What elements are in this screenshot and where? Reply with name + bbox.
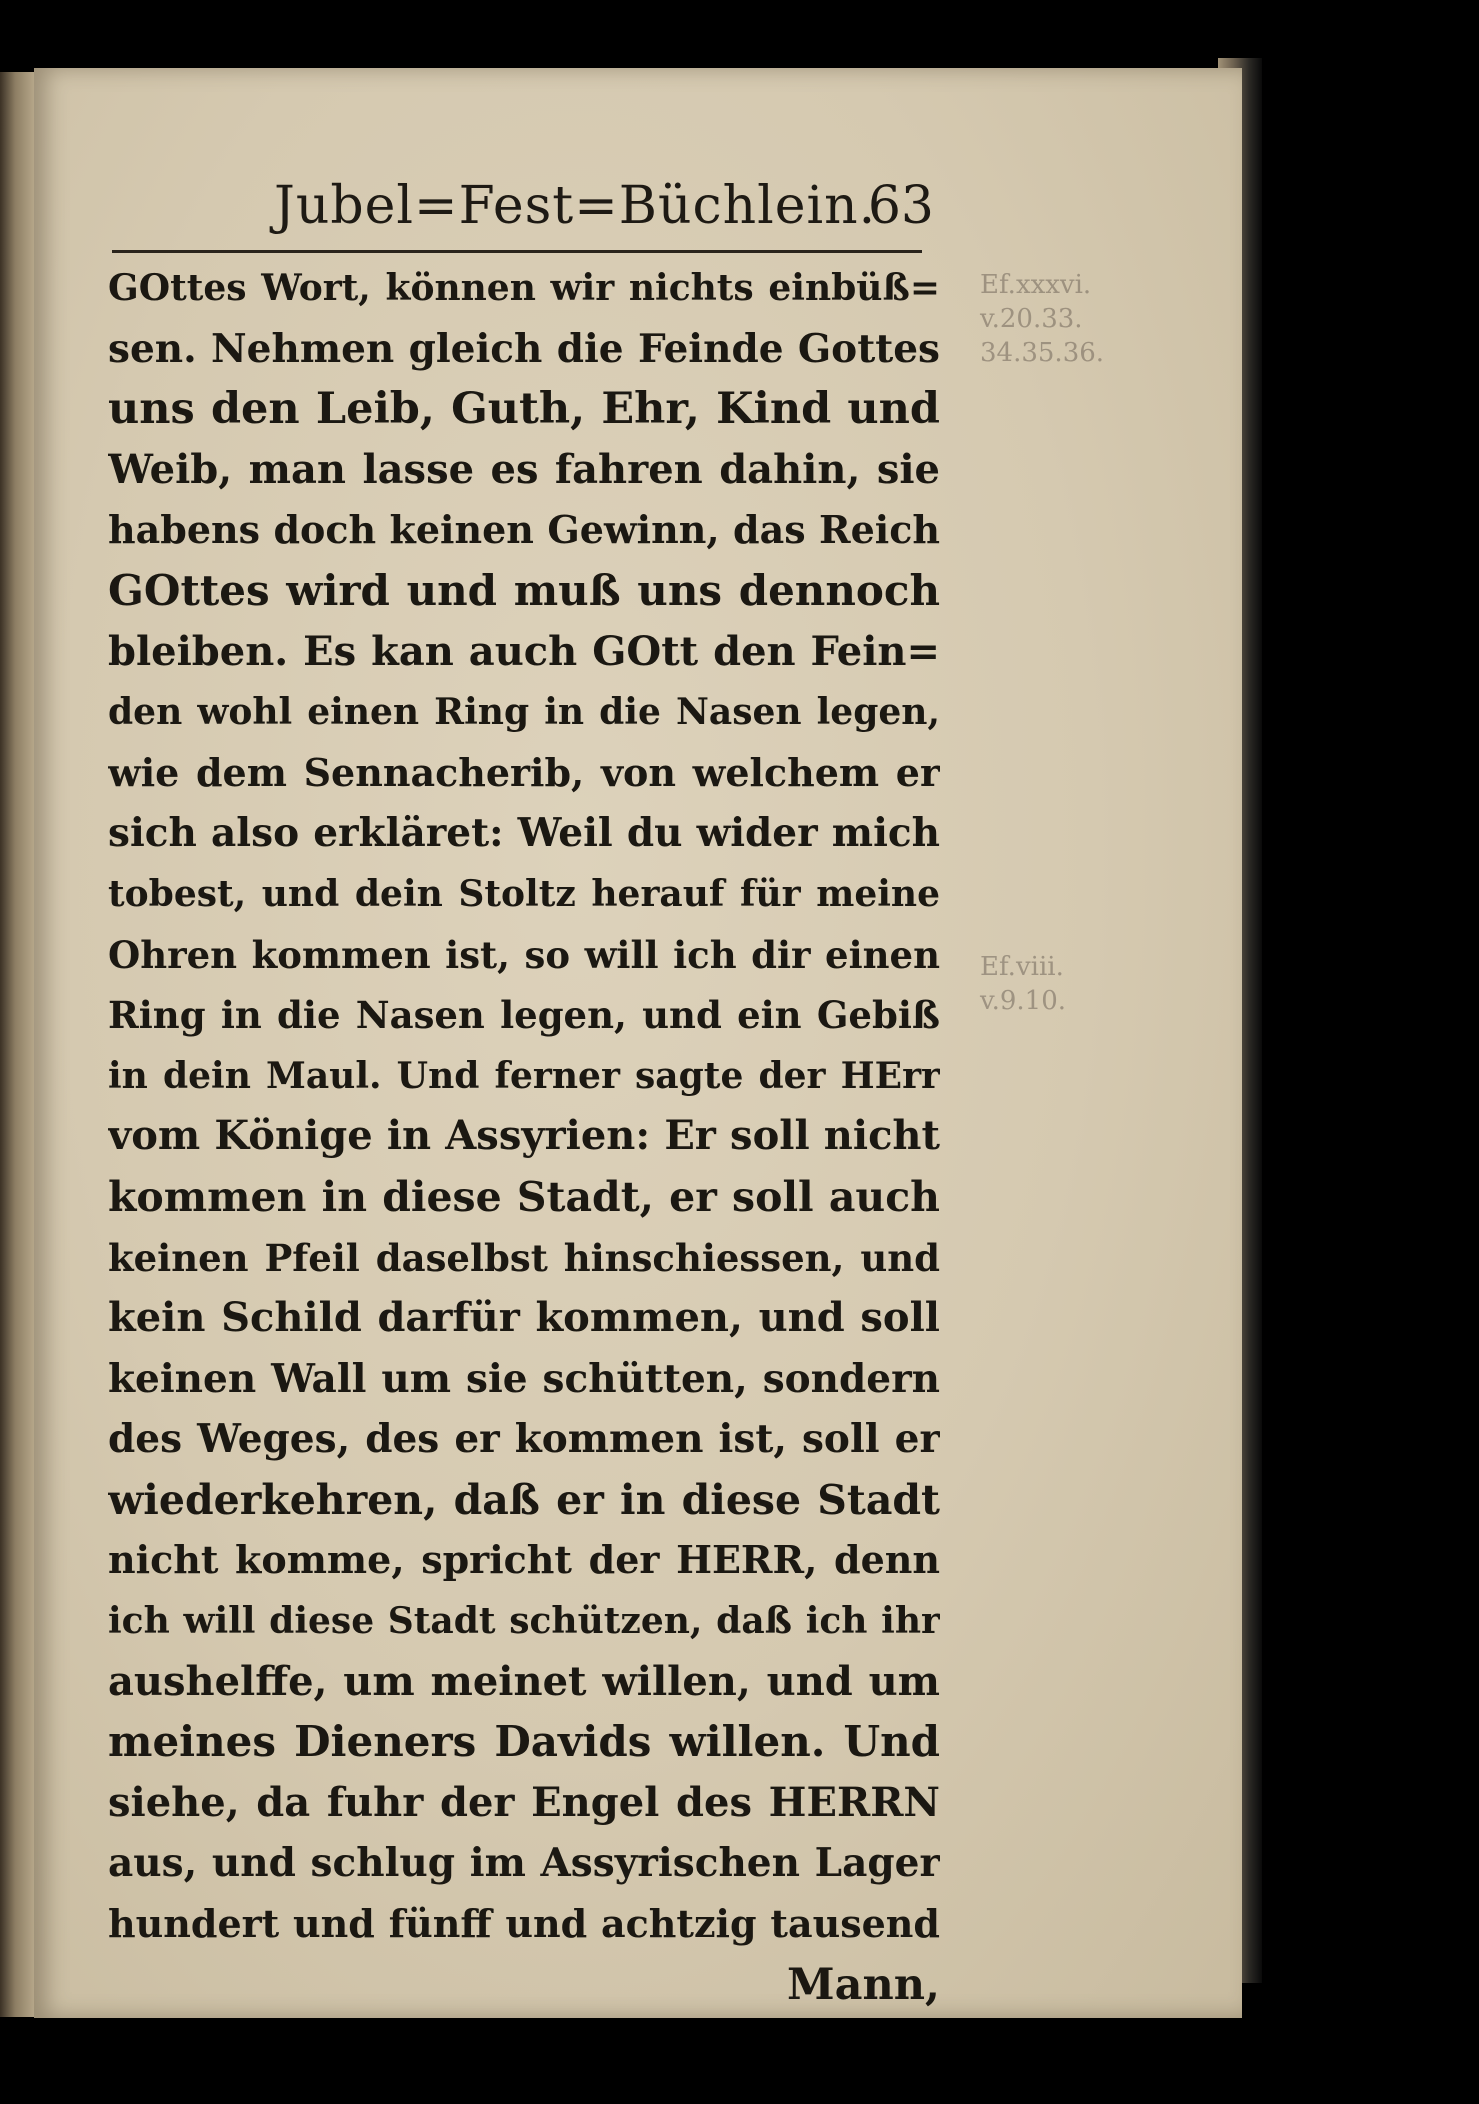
text-line: in dein Maul. Und ferner sagte der HErr — [108, 1054, 940, 1097]
text-line: ich will diese Stadt schützen, daß ich ihr — [108, 1600, 940, 1643]
body-text — [108, 258, 940, 2015]
text-line: wiederkehren, daß er in diese Stadt — [108, 1475, 940, 1524]
text-line: vom Könige in Assyrien: Er soll nicht — [108, 1112, 940, 1160]
text-line: aus, und schlug im Assyrischen Lager — [108, 1840, 940, 1887]
text-line: sen. Nehmen gleich die Feinde Gottes — [108, 325, 940, 372]
show-through-marginal-note: Ef.viii. v.9.10. — [980, 952, 1067, 1016]
page-number: 63 — [867, 176, 934, 236]
text-line: GOttes wird und muß uns dennoch — [108, 565, 940, 615]
text-line: keinen Wall um sie schütten, sondern — [108, 1355, 940, 1402]
header-rule — [112, 250, 922, 253]
text-line: sich also erkläret: Weil du wider mich — [108, 810, 940, 857]
page-header — [266, 162, 946, 252]
text-line: aushelffe, um meinet willen, und um — [108, 1657, 940, 1705]
text-line: siehe, da fuhr der Engel des HERRN — [108, 1778, 940, 1826]
text-line: nicht komme, spricht der HERR, denn — [108, 1537, 940, 1583]
text-line: tobest, und dein Stoltz herauf für meine — [108, 872, 940, 915]
text-line: kommen in diese Stadt, er soll auch — [108, 1172, 940, 1221]
text-line: kein Schild darfür kommen, und soll — [108, 1294, 940, 1342]
text-line: bleiben. Es kan auch GOtt den Fein= — [108, 627, 940, 675]
text-line: habens doch keinen Gewinn, das Reich — [108, 507, 940, 553]
text-line: Ring in die Nasen legen, und ein Gebiß — [108, 993, 940, 1038]
text-line: wie dem Sennacherib, von welchem er — [108, 749, 940, 795]
text-line: uns den Leib, Guth, Ehr, Kind und — [108, 384, 940, 435]
show-through-marginal-note: Ef.xxxvi. v.20.33. 34.35.36. — [980, 270, 1105, 368]
text-line: hundert und fünff und achtzig tausend — [108, 1901, 940, 1947]
text-line: meines Dieners Davids willen. Und — [108, 1717, 940, 1767]
text-line: Ohren kommen ist, so will ich dir einen — [108, 932, 940, 977]
running-title: Jubel=Fest=Büchlein. — [274, 176, 877, 236]
text-line: des Weges, des er kommen ist, soll er — [108, 1416, 940, 1463]
facing-page-edge — [0, 72, 34, 2017]
text-line: keinen Pfeil daselbst hinschiessen, und — [108, 1235, 940, 1280]
text-line: Mann, — [787, 1959, 940, 2010]
text-line: den wohl einen Ring in die Nasen legen, — [108, 691, 940, 734]
text-line: GOttes Wort, können wir nichts einbüß= — [108, 267, 940, 309]
text-line: Weib, man lasse es fahren dahin, sie — [108, 445, 940, 493]
